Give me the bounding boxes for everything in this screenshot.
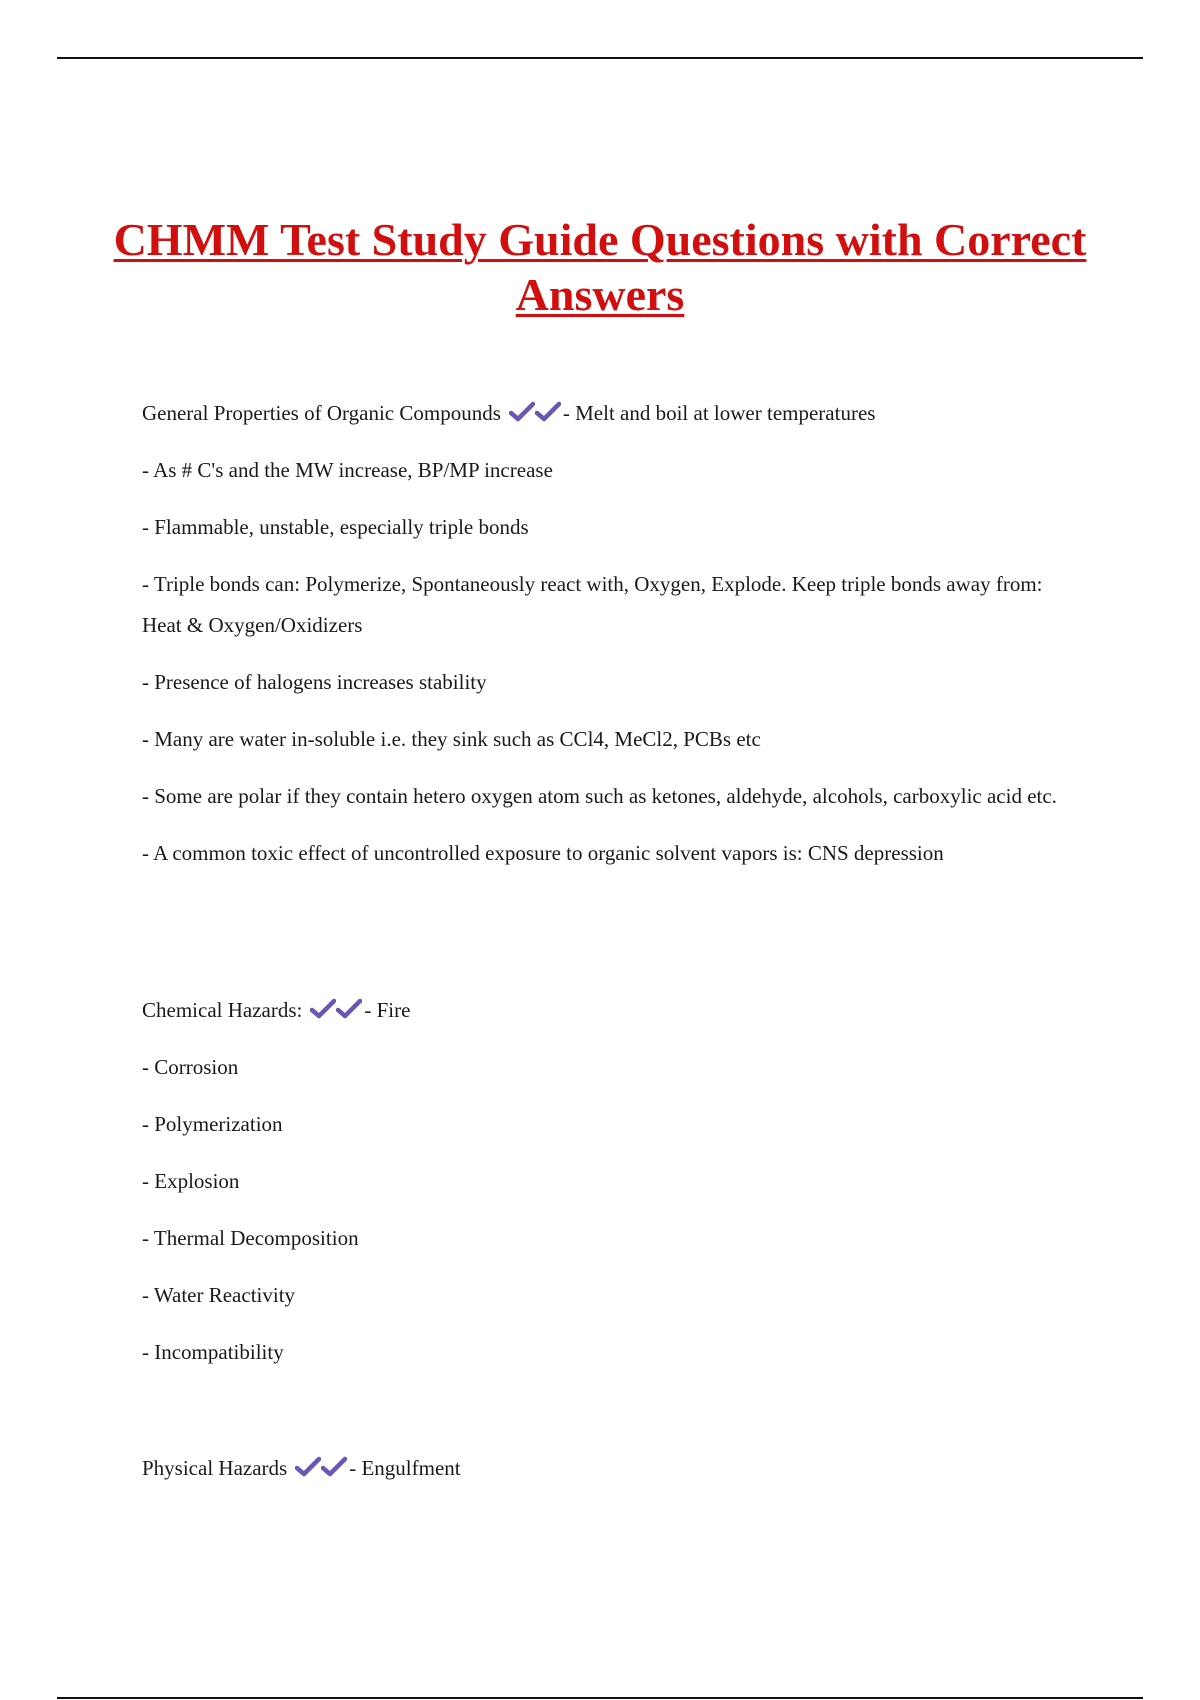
bottom-rule xyxy=(57,1697,1143,1699)
question-text: General Properties of Organic Compounds xyxy=(142,401,501,425)
answer-line: - Water Reactivity xyxy=(142,1283,296,1307)
answer-line: - Presence of halogens increases stability xyxy=(142,670,487,694)
double-checkmark-icon xyxy=(310,998,362,1022)
answer-line: - Explosion xyxy=(142,1169,240,1193)
answer-line: - Some are polar if they contain hetero oxygen atom such as ketones, aldehyde, alcohols, carboxylic acid etc. xyxy=(142,784,1057,808)
answer-text: - Engulfment xyxy=(349,1456,461,1480)
checkmark-icon xyxy=(336,998,362,1020)
double-checkmark-icon xyxy=(509,401,561,425)
question-line xyxy=(142,393,1062,434)
checkmark-icon xyxy=(310,998,336,1020)
answer-line: - Many are water in-soluble i.e. they sink such as CCl4, MeCl2, PCBs etc xyxy=(142,727,761,751)
answer-text: - Fire xyxy=(364,998,411,1022)
answer-line: - Corrosion xyxy=(142,1055,239,1079)
question-text: Physical Hazards xyxy=(142,1456,288,1480)
answer-line: - Triple bonds can: Polymerize, Spontaneously react with, Oxygen, Explode. Keep triple bonds away from: Heat & Oxygen/Oxidizers xyxy=(142,572,1043,637)
qa-section-physical-hazards xyxy=(142,1448,1062,1505)
double-checkmark-icon xyxy=(295,1456,347,1480)
answer-line: - Incompatibility xyxy=(142,1340,284,1364)
checkmark-icon xyxy=(321,1456,347,1478)
answer-line: - A common toxic effect of uncontrolled exposure to organic solvent vapors is: CNS depression xyxy=(142,841,944,865)
qa-section-organic-compounds xyxy=(142,393,1062,890)
checkmark-icon xyxy=(295,1456,321,1478)
answer-line: - As # C's and the MW increase, BP/MP increase xyxy=(142,458,553,482)
answer-line: - Thermal Decomposition xyxy=(142,1226,359,1250)
answer-line: - Flammable, unstable, especially triple bonds xyxy=(142,515,529,539)
answer-text: - Melt and boil at lower temperatures xyxy=(562,401,876,425)
qa-section-chemical-hazards xyxy=(142,990,1062,1389)
checkmark-icon xyxy=(509,401,535,423)
question-line xyxy=(142,1448,1062,1489)
question-line xyxy=(142,990,1062,1031)
question-text: Chemical Hazards: xyxy=(142,998,303,1022)
answer-line: - Polymerization xyxy=(142,1112,283,1136)
top-rule xyxy=(57,57,1143,59)
checkmark-icon xyxy=(535,401,561,423)
document-title: CHMM Test Study Guide Questions with Correct Answers xyxy=(113,214,1087,320)
